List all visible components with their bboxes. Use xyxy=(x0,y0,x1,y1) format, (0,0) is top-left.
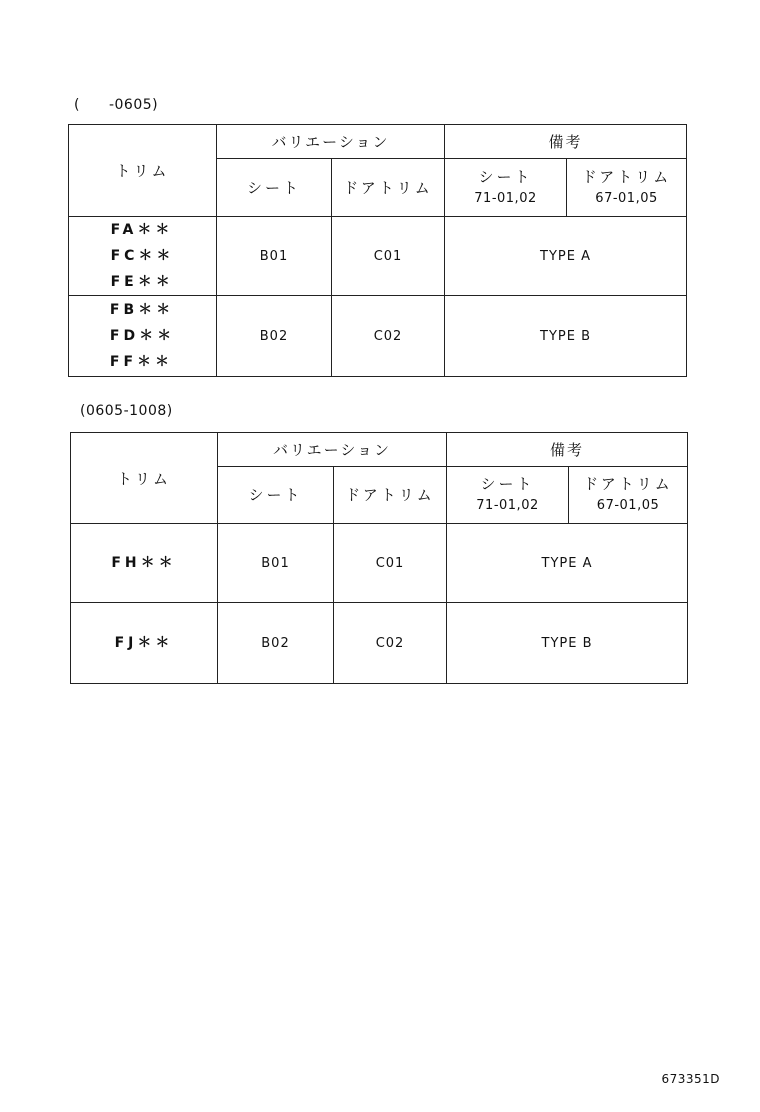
trim-cell xyxy=(71,603,218,684)
header-seat: シート xyxy=(217,159,332,217)
remark-seat-label: シート xyxy=(480,475,535,493)
seat-value: B02 xyxy=(218,603,334,684)
seat-value: B01 xyxy=(218,524,334,603)
remark-seat-code: 71-01,02 xyxy=(474,190,537,206)
door-value: C01 xyxy=(334,524,447,603)
header-remark-door xyxy=(569,467,688,524)
table-row xyxy=(71,603,688,684)
header-remark-door xyxy=(567,159,687,217)
header-trim: トリム xyxy=(71,433,218,524)
trim-cell xyxy=(69,296,217,377)
section1-caption: ( -0605) xyxy=(74,97,159,113)
trim-cell xyxy=(69,217,217,296)
table-row xyxy=(71,524,688,603)
remark-door-label: ドアトリム xyxy=(581,167,672,186)
remark-value: TYPE B xyxy=(445,296,687,377)
trim-code: FF＊＊ xyxy=(109,354,174,370)
trim-code: FC＊＊ xyxy=(110,248,175,264)
table-row xyxy=(69,296,687,377)
section2-table xyxy=(70,432,688,684)
header-remarks: 備考 xyxy=(445,125,687,159)
seat-value: B02 xyxy=(217,296,332,377)
trim-code: FH＊＊ xyxy=(111,555,177,571)
trim-code: FE＊＊ xyxy=(110,274,174,290)
section1-table xyxy=(68,124,687,377)
seat-value: B01 xyxy=(217,217,332,296)
header-door-trim: ドアトリム xyxy=(332,159,445,217)
remark-door-code: 67-01,05 xyxy=(596,498,660,513)
door-value: C01 xyxy=(332,217,445,296)
remark-value: TYPE A xyxy=(447,524,688,603)
header-variation: バリエーション xyxy=(218,433,447,467)
header-remarks: 備考 xyxy=(447,433,688,467)
trim-code: FJ＊＊ xyxy=(114,635,174,651)
header-variation: バリエーション xyxy=(217,125,445,159)
document-number: 673351D xyxy=(661,1072,720,1086)
trim-code: FD＊＊ xyxy=(109,328,176,344)
remark-seat-code: 71-01,02 xyxy=(476,498,539,513)
trim-code: FB＊＊ xyxy=(109,302,175,318)
header-seat: シート xyxy=(218,467,334,524)
header-remark-seat xyxy=(445,159,567,217)
header-door-trim: ドアトリム xyxy=(334,467,447,524)
trim-code: FA＊＊ xyxy=(110,222,174,238)
remark-door-label: ドアトリム xyxy=(583,475,673,493)
remark-value: TYPE A xyxy=(445,217,687,296)
trim-cell xyxy=(71,524,218,603)
remark-seat-label: シート xyxy=(478,167,533,186)
door-value: C02 xyxy=(334,603,447,684)
table-row xyxy=(69,217,687,296)
header-remark-seat xyxy=(447,467,569,524)
remark-door-code: 67-01,05 xyxy=(595,190,658,206)
section2-caption: (0605-1008) xyxy=(80,403,173,419)
remark-value: TYPE B xyxy=(447,603,688,684)
door-value: C02 xyxy=(332,296,445,377)
header-trim: トリム xyxy=(69,125,217,217)
